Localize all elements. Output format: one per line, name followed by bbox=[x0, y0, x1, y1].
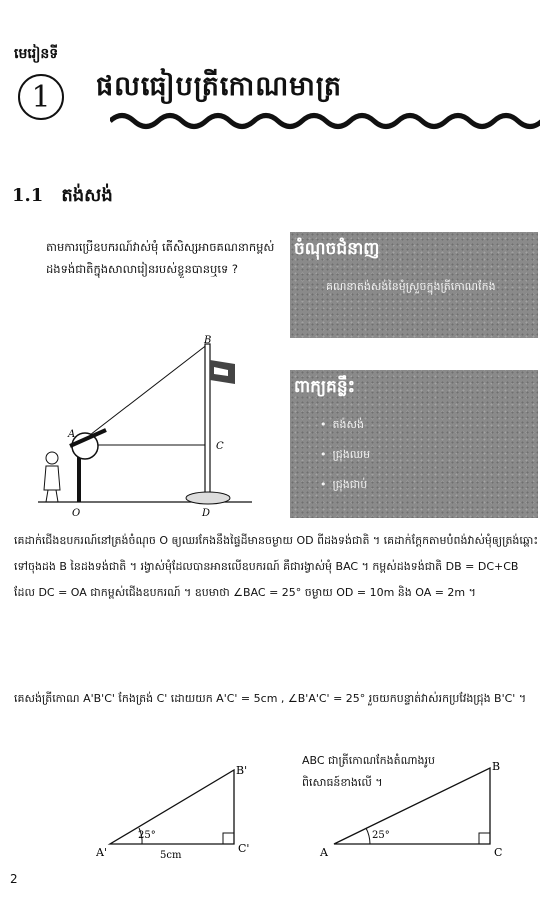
angle-label: 25° bbox=[372, 830, 390, 841]
section-heading bbox=[12, 183, 131, 210]
angle-label: 25° bbox=[138, 830, 156, 841]
right-angle-mark bbox=[479, 833, 490, 844]
keywords-list bbox=[320, 418, 370, 508]
chapter-title: ផលធៀបត្រីកោណមាត្រ bbox=[96, 71, 343, 102]
label-B: B bbox=[204, 335, 212, 346]
triangle-shape bbox=[110, 770, 234, 844]
keywords-box bbox=[290, 370, 538, 518]
observer-leg bbox=[46, 490, 48, 502]
vertex-label: C' bbox=[238, 842, 250, 855]
chapter-number-badge: 1 bbox=[18, 74, 64, 120]
vertex-label: B' bbox=[236, 764, 248, 777]
label-A: A bbox=[68, 429, 76, 440]
vertex-label: A bbox=[320, 846, 328, 859]
objective-title: ចំណុចជំនាញ bbox=[294, 239, 380, 259]
angle-arc bbox=[366, 828, 370, 844]
section-title: តង់សង់ bbox=[61, 185, 113, 206]
flag-measurement-figure bbox=[30, 334, 270, 520]
sight-line bbox=[77, 344, 208, 445]
page-number: 2 bbox=[10, 872, 18, 886]
observer-head bbox=[46, 452, 58, 464]
lesson-label: មេរៀនទី bbox=[14, 46, 59, 62]
section-number: 1.1 bbox=[12, 185, 44, 206]
keyword-item: • ជ្រុងឈម bbox=[320, 448, 370, 478]
triangle-shape bbox=[334, 768, 490, 844]
triangle-left-figure bbox=[96, 760, 266, 870]
observer-leg bbox=[56, 490, 58, 502]
vertex-label: C bbox=[494, 846, 503, 859]
paragraph-experiment: គេដាក់ជើងឧបករណ៍នៅត្រង់ចំណុច O ឲ្យឈរកែងនឹងផ្ទៃដីមានចម្ងាយ OD ពីដងទង់ជាតិ ។ គេដាក់ក្ដែកតាមបំពង់វាស់មុំឲ្យត្រង់ឆ្ពោះទៅចុងដង B នៃដងទង់ជាតិ ។ រង្វាស់មុំដែលបានអានលើឧបករណ៍ គឺជារង្វាស់មុំ BAC ។ កម្ពស់ដងទង់ជាតិ DB = DC+CB ដែល DC = OA ជាកម្ពស់ជើងឧបករណ៍ ។ ឧបមាថា ∠BAC = 25° ចម្ងាយ OD = 10m និង OA = 2m ។ bbox=[14, 534, 539, 599]
intro-paragraph: តាមការប្រើឧបករណ៍វាស់មុំ តើសិស្សអាចគណនាកម្ពស់ដងទង់ជាតិក្នុងសាលារៀនរបស់ខ្លួនបានឬទេ ? bbox=[46, 240, 275, 276]
keyword-item: • តង់សង់ bbox=[320, 418, 370, 448]
base-label: 5cm bbox=[160, 850, 182, 861]
triangle-right-figure bbox=[312, 760, 522, 870]
keyword-item: • ជ្រុងជាប់ bbox=[320, 478, 370, 508]
vertex-label: A' bbox=[96, 846, 107, 859]
label-C: C bbox=[216, 441, 224, 452]
wave-divider bbox=[110, 110, 540, 132]
keywords-title: ពាក្យគន្លឹះ bbox=[294, 377, 356, 397]
label-D: D bbox=[202, 508, 211, 519]
objective-text: គណនាតង់សង់នៃមុំស្រួចក្នុងត្រីកោណកែង bbox=[326, 280, 496, 293]
flagpole-base bbox=[186, 492, 230, 504]
objective-box bbox=[290, 232, 538, 338]
label-O: O bbox=[72, 508, 81, 519]
right-angle-mark bbox=[223, 833, 234, 844]
flagpole bbox=[205, 344, 210, 494]
triangle-note: ABC ជាត្រីកោណកែងតំណាងរូបពិសោធន៍ខាងលើ ។ bbox=[302, 754, 435, 789]
vertex-label: B bbox=[492, 760, 501, 773]
observer-body bbox=[44, 466, 60, 490]
paragraph-construction: គេសង់ត្រីកោណ A'B'C' កែងត្រង់ C' ដោយយក A'C' = 5cm , ∠B'A'C' = 25° រួចយកបន្ទាត់វាស់រកប្រវែងជ្រុង B'C' ។ bbox=[14, 692, 527, 705]
